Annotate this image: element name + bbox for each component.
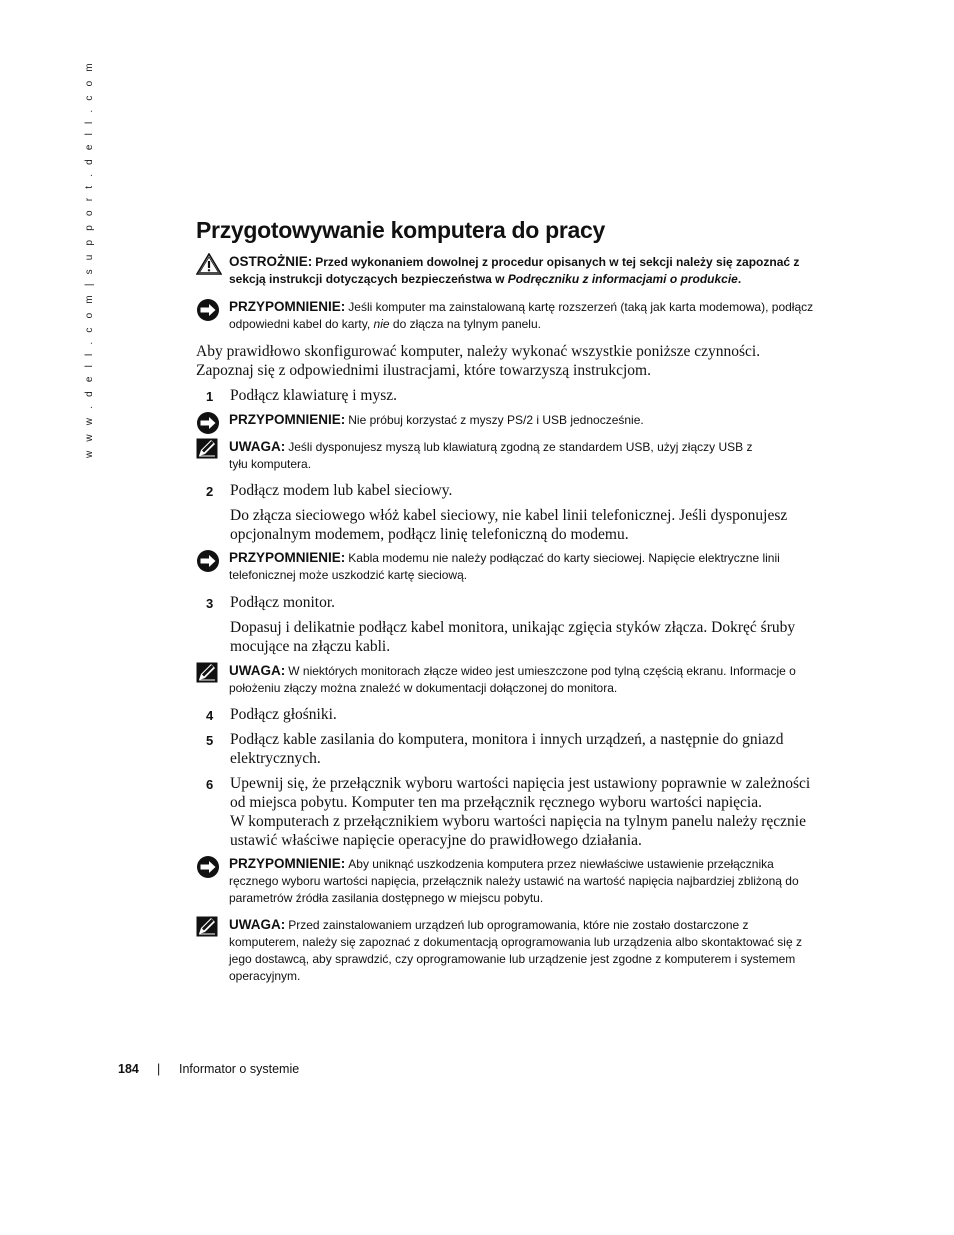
- warning-triangle-icon: [196, 253, 222, 275]
- step-2: 2 Podłącz modem lub kabel sieciowy.: [206, 482, 453, 499]
- notice-arrow-icon: [196, 549, 220, 573]
- note-text-3: UWAGA: Przed zainstalowaniem urządzeń lub oprogramowania, które nie zostało dostarczone z komputerem, należy się zapoznać z dokumentacją oprogramowania lub urządzenia albo skontaktować się z jego dostawcą, aby sprawdzić, czy oprogramowanie lub urządzenie jest zgodne z komputerem i systemem operacyjnym.: [229, 917, 802, 983]
- page-number: 184: [118, 1062, 139, 1076]
- notice-block-4: [196, 855, 816, 907]
- note-text-2: UWAGA: W niektórych monitorach złącze wideo jest umieszczone pod tylną częścią ekranu. Informacje o położeniu złączy można znaleźć w dokumentacji dołączonej do monitora.: [229, 663, 796, 695]
- notice-arrow-icon: [196, 411, 220, 435]
- caution-text: Przed wykonaniem dowolnej z procedur opisanych w tej sekcji należy się zapoznać z sekcją instrukcji dotyczących bezpieczeństwa w Podręczniku z informacjami o produkcie.: [229, 255, 800, 286]
- note-pencil-icon: [196, 438, 218, 459]
- notice-block-3: [196, 549, 816, 584]
- page-title: Przygotowywanie komputera do pracy: [196, 217, 606, 243]
- notice-text-3: PRZYPOMNIENIE: Kabla modemu nie należy podłączać do karty sieciowej. Napięcie elektryczne linii telefonicznej może uszkodzić kartę sieciową.: [229, 550, 780, 582]
- notice-arrow-icon: [196, 298, 220, 322]
- notice-block-1: [196, 298, 816, 333]
- side-url: w w w . d e l l . c o m | s u p p o r t . d e l l . c o m: [84, 60, 95, 458]
- note-pencil-icon: [196, 916, 218, 937]
- step-4: 4 Podłącz głośniki.: [206, 706, 337, 723]
- footer-separator: |: [157, 1062, 161, 1076]
- footer-section-title: Informator o systemie: [179, 1062, 300, 1076]
- notice-text-4: PRZYPOMNIENIE: Aby uniknąć uszkodzenia komputera przez niewłaściwe ustawienie przełącznika ręcznego wyboru wartości napięcia, przełącznik należy ustawić na wartość napięcia najbardziej zbliżoną do parametrów źródła zasilania dostępnego w miejscu pobytu.: [229, 856, 799, 905]
- notice-text-1: PRZYPOMNIENIE: Jeśli komputer ma zainstalowaną kartę rozszerzeń (taką jak karta modemowa), podłącz odpowiedni kabel do karty, nie do złącza na tylnym panelu.: [229, 299, 814, 331]
- note-block-1: [196, 438, 766, 473]
- intro-paragraph: Aby prawidłowo skonfigurować komputer, należy wykonać wszystkie poniższe czynności. Zapoznaj się z odpowiednimi ilustracjami, które towarzyszą instrukcjom.: [196, 343, 761, 379]
- note-block-2: [196, 662, 816, 697]
- step-5: 5 Podłącz kable zasilania do komputera, monitora i innych urządzeń, a następnie do gniazd elektrycznych.: [206, 731, 784, 767]
- notice-arrow-icon: [196, 855, 220, 879]
- step-6: 6 Upewnij się, że przełącznik wyboru wartości napięcia jest ustawiony poprawnie w zależności od miejsca pobytu. Komputer ten ma przełącznik ręcznego wyboru wartości napięcia. W komputerach z przełącznikiem wyboru wartości napięcia na tylnym panelu należy ręcznie ustawić właściwe napięcie operacyjne do prawidłowego działania.: [206, 775, 811, 849]
- note-text-1: UWAGA: Jeśli dysponujesz myszą lub klawiaturą zgodną ze standardem USB, użyj złączy USB z tyłu komputera.: [229, 439, 753, 471]
- note-block-3: [196, 916, 816, 985]
- step-3: 3 Podłącz monitor.: [206, 594, 336, 611]
- notice-text-2: PRZYPOMNIENIE: Nie próbuj korzystać z myszy PS/2 i USB jednocześnie.: [229, 412, 644, 427]
- notice-block-2: [196, 411, 816, 429]
- step-2-detail: Do złącza sieciowego włóż kabel sieciowy, nie kabel linii telefonicznej. Jeśli dysponujesz opcjonalnym modemem, podłącz linię telefoniczną do modemu.: [230, 507, 788, 543]
- note-pencil-icon: [196, 662, 218, 683]
- caution-block: [196, 253, 816, 288]
- step-3-detail: Dopasuj i delikatnie podłącz kabel monitora, unikając zgięcia styków złącza. Dokręć śruby mocujące na złączu kabli.: [230, 619, 796, 655]
- step-1: 1 Podłącz klawiaturę i mysz.: [206, 387, 398, 404]
- caution-label: OSTROŻNIE:: [229, 254, 313, 269]
